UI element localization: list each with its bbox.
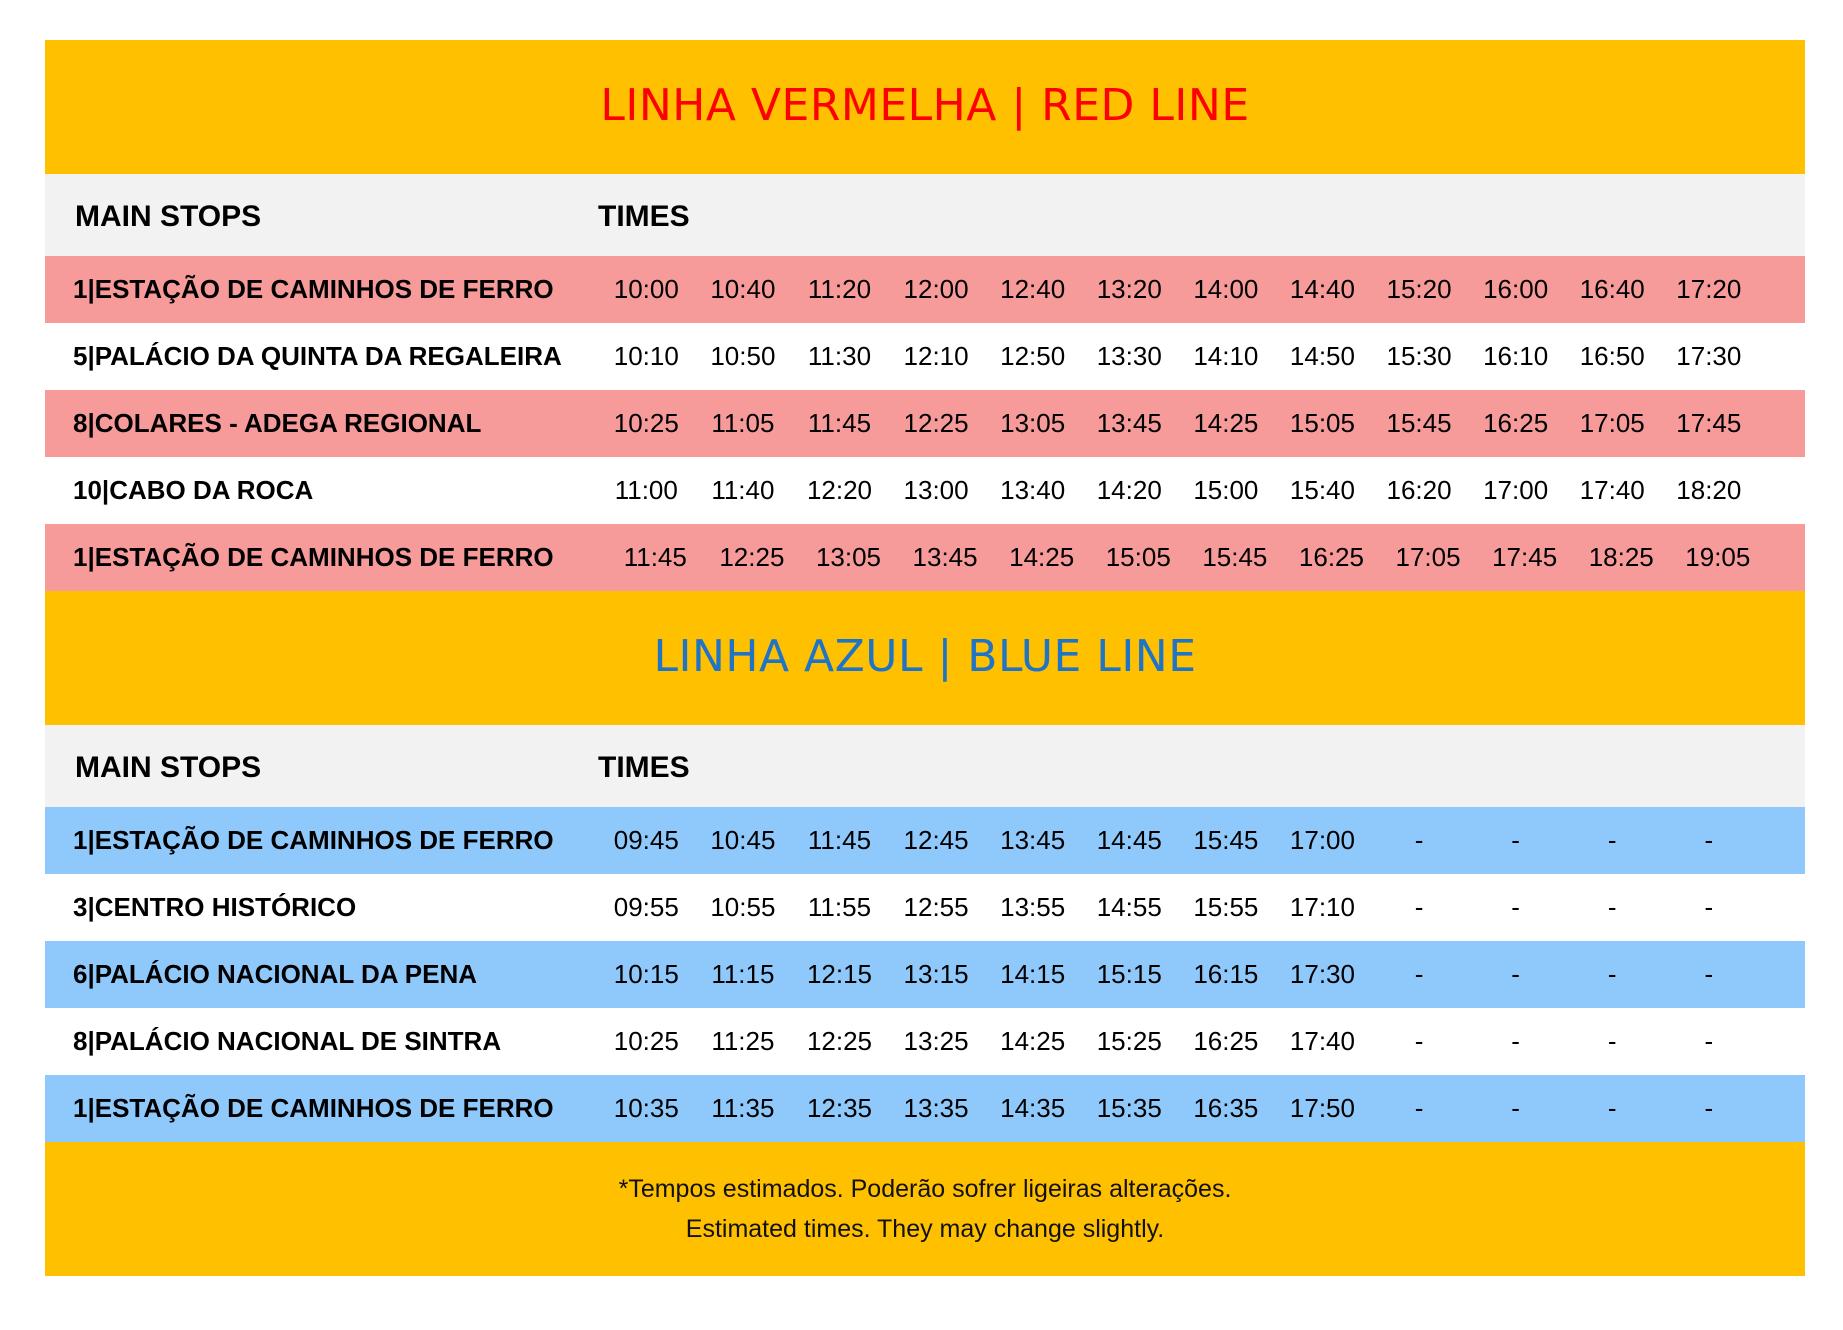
departure-time: 15:05 bbox=[1289, 408, 1355, 438]
departure-time: - bbox=[1511, 1026, 1520, 1056]
departure-time: 12:35 bbox=[806, 1093, 873, 1123]
blue-line-rows bbox=[45, 807, 1805, 1142]
departure-time: 09:55 bbox=[613, 892, 679, 922]
blue-line-header-times: TIMES bbox=[598, 751, 690, 784]
departure-time: 15:45 bbox=[1193, 825, 1259, 855]
departure-time: 17:00 bbox=[1289, 825, 1355, 855]
departure-time: - bbox=[1414, 892, 1424, 922]
departure-time: - bbox=[1414, 1093, 1424, 1123]
red_line-row bbox=[45, 524, 1805, 591]
red_line-row bbox=[45, 457, 1805, 524]
departure-time: - bbox=[1607, 825, 1617, 855]
departure-time: 11:05 bbox=[711, 408, 775, 438]
departure-time: 16:10 bbox=[1483, 341, 1549, 371]
stop-name: 10|CABO DA ROCA bbox=[73, 475, 314, 505]
departure-time: 14:45 bbox=[1096, 825, 1162, 855]
departure-time: 13:05 bbox=[1000, 408, 1066, 438]
red-line-header-row bbox=[45, 174, 1805, 256]
departure-time: 16:25 bbox=[1193, 1026, 1259, 1056]
departure-time: 19:05 bbox=[1685, 542, 1751, 572]
departure-time: 15:25 bbox=[1096, 1026, 1162, 1056]
departure-times bbox=[598, 959, 1757, 990]
departure-time: 15:35 bbox=[1096, 1093, 1162, 1123]
departure-time: 17:30 bbox=[1676, 341, 1742, 371]
departure-time: 14:25 bbox=[1009, 542, 1075, 572]
red-line-header-times: TIMES bbox=[598, 200, 690, 233]
departure-time: 10:25 bbox=[613, 408, 679, 438]
departure-time: - bbox=[1704, 1026, 1714, 1056]
departure-time: 10:40 bbox=[710, 274, 776, 304]
blue-line-header-row bbox=[45, 725, 1805, 807]
stop-name: 1|ESTAÇÃO DE CAMINHOS DE FERRO bbox=[73, 825, 554, 855]
departure-times bbox=[598, 892, 1757, 923]
departure-time: 12:10 bbox=[903, 341, 969, 371]
blue_line-row bbox=[45, 941, 1805, 1008]
departure-time: 15:45 bbox=[1386, 408, 1452, 438]
departure-time: 12:25 bbox=[719, 542, 785, 572]
blue-line-banner bbox=[45, 591, 1805, 725]
departure-time: 17:30 bbox=[1289, 959, 1355, 989]
departure-time: 10:25 bbox=[613, 1026, 679, 1056]
departure-time: 13:30 bbox=[1096, 341, 1162, 371]
departure-time: 13:45 bbox=[912, 542, 978, 572]
departure-time: - bbox=[1607, 959, 1617, 989]
departure-time: 17:00 bbox=[1483, 475, 1549, 505]
departure-time: 16:25 bbox=[1483, 408, 1549, 438]
red-line-header-stops: MAIN STOPS bbox=[75, 200, 262, 233]
footer-note-pt: *Tempos estimados. Poderão sofrer ligeiras alterações. bbox=[618, 1175, 1232, 1203]
stop-name: 8|COLARES - ADEGA REGIONAL bbox=[73, 408, 482, 438]
departure-time: 10:15 bbox=[613, 959, 679, 989]
departure-time: 13:00 bbox=[903, 475, 969, 505]
departure-time: - bbox=[1704, 825, 1714, 855]
departure-time: 16:50 bbox=[1579, 341, 1645, 371]
departure-time: 11:55 bbox=[807, 892, 872, 922]
departure-time: 11:35 bbox=[711, 1093, 775, 1123]
departure-time: 11:45 bbox=[807, 825, 872, 855]
departure-time: 14:25 bbox=[1000, 1026, 1066, 1056]
red-line-rows bbox=[45, 256, 1805, 591]
red-line-title: LINHA VERMELHA | RED LINE bbox=[600, 79, 1250, 131]
departure-time: 16:40 bbox=[1579, 274, 1645, 304]
departure-time: 11:25 bbox=[711, 1026, 775, 1056]
departure-time: 10:00 bbox=[613, 274, 679, 304]
departure-time: 18:25 bbox=[1588, 542, 1654, 572]
departure-time: 17:10 bbox=[1289, 892, 1355, 922]
departure-time: 17:45 bbox=[1676, 408, 1742, 438]
departure-time: 14:35 bbox=[1000, 1093, 1066, 1123]
stop-name: 5|PALÁCIO DA QUINTA DA REGALEIRA bbox=[73, 341, 562, 371]
stop-name: 8|PALÁCIO NACIONAL DE SINTRA bbox=[73, 1026, 502, 1056]
departure-time: 13:35 bbox=[903, 1093, 969, 1123]
departure-time: 10:35 bbox=[613, 1093, 679, 1123]
departure-time: - bbox=[1607, 892, 1617, 922]
departure-time: 12:40 bbox=[1000, 274, 1066, 304]
departure-time: 10:45 bbox=[710, 825, 776, 855]
departure-time: 17:05 bbox=[1579, 408, 1645, 438]
blue_line-row bbox=[45, 1075, 1805, 1142]
departure-time: 11:30 bbox=[807, 341, 872, 371]
red_line-row bbox=[45, 390, 1805, 457]
departure-time: 15:20 bbox=[1386, 274, 1452, 304]
departure-times bbox=[598, 1093, 1757, 1124]
blue_line-row bbox=[45, 874, 1805, 941]
blue_line-row bbox=[45, 807, 1805, 874]
departure-time: 12:25 bbox=[903, 408, 969, 438]
departure-time: 09:45 bbox=[613, 825, 679, 855]
departure-time: - bbox=[1414, 959, 1424, 989]
red-line-banner bbox=[45, 40, 1805, 174]
blue_line-row bbox=[45, 1008, 1805, 1075]
departure-time: 11:45 bbox=[807, 408, 872, 438]
departure-time: 14:15 bbox=[1000, 959, 1066, 989]
departure-time: - bbox=[1414, 1026, 1424, 1056]
departure-time: 14:50 bbox=[1289, 341, 1355, 371]
departure-time: 12:50 bbox=[1000, 341, 1066, 371]
departure-time: 14:00 bbox=[1193, 274, 1259, 304]
departure-time: - bbox=[1511, 825, 1520, 855]
departure-time: 17:05 bbox=[1395, 542, 1461, 572]
departure-time: 17:45 bbox=[1492, 542, 1558, 572]
departure-time: - bbox=[1511, 959, 1520, 989]
departure-time: 17:40 bbox=[1289, 1026, 1355, 1056]
departure-time: 15:15 bbox=[1096, 959, 1162, 989]
red_line-row bbox=[45, 256, 1805, 323]
departure-time: 16:25 bbox=[1298, 542, 1364, 572]
departure-time: 13:05 bbox=[815, 542, 882, 572]
stop-name: 1|ESTAÇÃO DE CAMINHOS DE FERRO bbox=[73, 542, 554, 572]
departure-times bbox=[598, 408, 1757, 439]
departure-time: 14:10 bbox=[1193, 341, 1259, 371]
departure-time: 13:45 bbox=[1000, 825, 1066, 855]
departure-time: 14:55 bbox=[1096, 892, 1162, 922]
departure-times bbox=[598, 274, 1757, 305]
departure-times bbox=[598, 825, 1757, 856]
stop-name: 3|CENTRO HISTÓRICO bbox=[73, 892, 357, 922]
departure-time: 10:55 bbox=[710, 892, 776, 922]
departure-time: 15:55 bbox=[1193, 892, 1259, 922]
departure-time: 11:45 bbox=[623, 542, 687, 572]
footer-note bbox=[45, 1142, 1805, 1276]
departure-time: 14:20 bbox=[1096, 475, 1162, 505]
departure-time: 12:45 bbox=[903, 825, 969, 855]
departure-time: 15:00 bbox=[1193, 475, 1259, 505]
departure-time: 16:00 bbox=[1483, 274, 1549, 304]
departure-time: - bbox=[1414, 825, 1424, 855]
departure-time: 17:20 bbox=[1676, 274, 1742, 304]
departure-times bbox=[598, 341, 1757, 372]
departure-time: - bbox=[1704, 959, 1714, 989]
departure-time: 16:15 bbox=[1193, 959, 1259, 989]
timetable-sheet bbox=[45, 40, 1805, 1276]
departure-time: 15:45 bbox=[1202, 542, 1268, 572]
departure-times bbox=[598, 542, 1766, 573]
departure-time: 11:00 bbox=[614, 475, 678, 505]
footer-note-en: Estimated times. They may change slightly. bbox=[685, 1215, 1165, 1243]
stop-name: 6|PALÁCIO NACIONAL DA PENA bbox=[73, 959, 478, 989]
departure-time: - bbox=[1704, 1093, 1714, 1123]
departure-time: - bbox=[1607, 1093, 1617, 1123]
departure-time: 18:20 bbox=[1676, 475, 1742, 505]
departure-time: 15:30 bbox=[1386, 341, 1452, 371]
departure-time: 13:25 bbox=[903, 1026, 969, 1056]
departure-time: 16:20 bbox=[1386, 475, 1452, 505]
departure-times bbox=[598, 475, 1757, 506]
departure-times bbox=[598, 1026, 1757, 1057]
stop-name: 1|ESTAÇÃO DE CAMINHOS DE FERRO bbox=[73, 274, 554, 304]
departure-time: 13:15 bbox=[903, 959, 969, 989]
red_line-row bbox=[45, 323, 1805, 390]
departure-time: 13:55 bbox=[1000, 892, 1066, 922]
departure-time: 11:20 bbox=[807, 274, 872, 304]
departure-time: 12:20 bbox=[806, 475, 873, 505]
departure-time: 16:35 bbox=[1193, 1093, 1259, 1123]
departure-time: 10:10 bbox=[613, 341, 679, 371]
stop-name: 1|ESTAÇÃO DE CAMINHOS DE FERRO bbox=[73, 1093, 554, 1123]
departure-time: 13:40 bbox=[1000, 475, 1066, 505]
blue-line-header-stops: MAIN STOPS bbox=[75, 751, 262, 784]
departure-time: 12:55 bbox=[903, 892, 969, 922]
departure-time: - bbox=[1607, 1026, 1617, 1056]
departure-time: - bbox=[1511, 1093, 1520, 1123]
departure-time: 17:40 bbox=[1579, 475, 1645, 505]
departure-time: 13:45 bbox=[1096, 408, 1162, 438]
departure-time: 15:05 bbox=[1105, 542, 1171, 572]
departure-time: 12:25 bbox=[806, 1026, 873, 1056]
departure-time: 15:40 bbox=[1289, 475, 1355, 505]
departure-time: 12:15 bbox=[806, 959, 873, 989]
departure-time: 13:20 bbox=[1096, 274, 1162, 304]
departure-time: - bbox=[1511, 892, 1520, 922]
departure-time: 11:40 bbox=[711, 475, 775, 505]
departure-time: 17:50 bbox=[1289, 1093, 1355, 1123]
departure-time: 11:15 bbox=[711, 959, 775, 989]
blue-line-title: LINHA AZUL | BLUE LINE bbox=[653, 630, 1197, 682]
departure-time: - bbox=[1704, 892, 1714, 922]
departure-time: 14:40 bbox=[1289, 274, 1355, 304]
departure-time: 10:50 bbox=[710, 341, 776, 371]
departure-time: 14:25 bbox=[1193, 408, 1259, 438]
departure-time: 12:00 bbox=[903, 274, 969, 304]
